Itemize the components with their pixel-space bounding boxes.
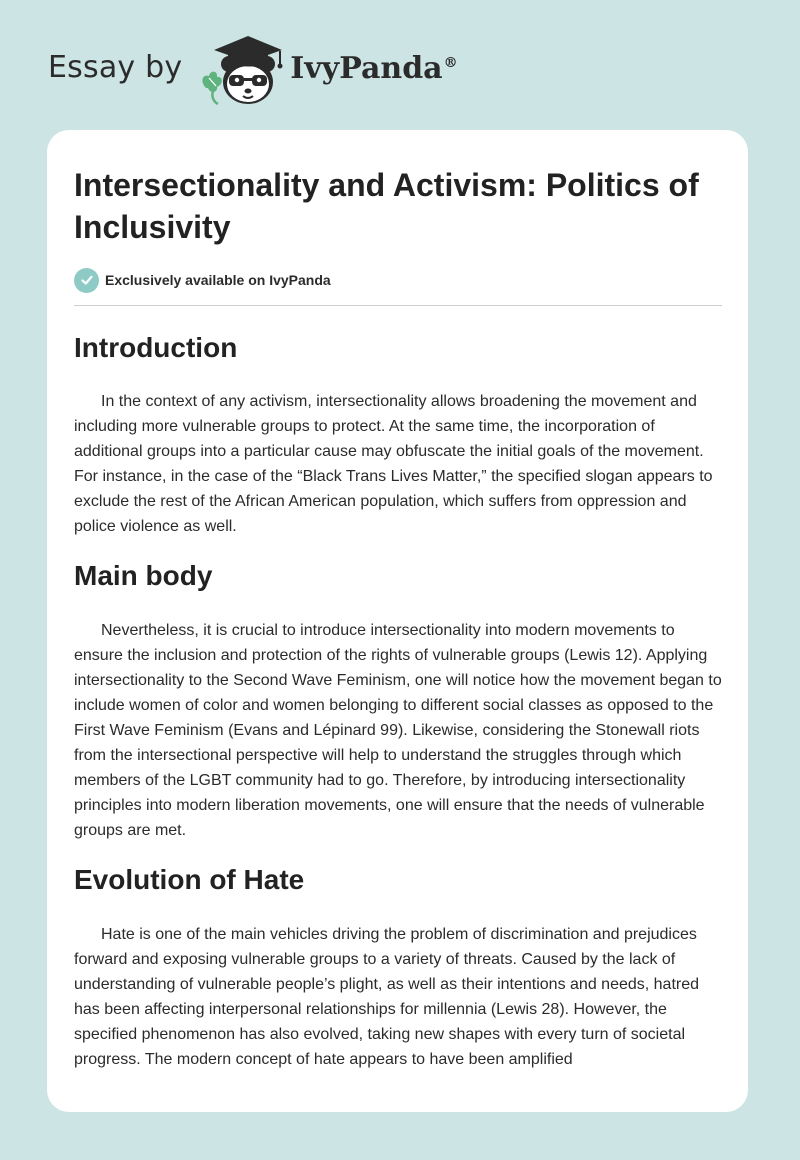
registered-mark: ®: [443, 54, 458, 71]
section-text-introduction: In the context of any activism, intersectionality allows broadening the movement and including more vulnerable groups to protect. At the same time, the incorporation of additional groups into a particular cause may obfuscate the initial goals of the movement. For instance, in the case of the “Black Trans Lives Matter,” the specified slogan appears to exclude the rest of the African American population, which suffers from oppression and police violence as well.: [74, 393, 713, 535]
section-text-main-body: Nevertheless, it is crucial to introduce intersectionality into modern movements to ensure the inclusion and protection of the rights of vulnerable groups (Lewis 12). Applying intersectionality to the Second Wave Feminism, one will notice how the movement began to include women of color and women belonging to different social classes as opposed to the First Wave Feminism (Evans and Lépinard 99). Likewise, considering the Stonewall riots from the intersectional perspective will help to understand the struggles through which members of the LGBT community had to go. Therefore, by introducing intersectionality principles into modern liberation movements, one will ensure that the needs of vulnerable groups are met.: [74, 622, 722, 839]
exclusive-badge: [74, 267, 722, 293]
check-icon: [74, 268, 99, 293]
essay-card: [47, 130, 748, 1112]
panda-graduate-icon[interactable]: [196, 30, 288, 110]
essay-by-label: Essay by: [48, 49, 183, 85]
exclusive-badge-text: Exclusively available on IvyPanda: [105, 272, 331, 288]
section-heading-introduction: Introduction: [74, 332, 238, 363]
brand-name[interactable]: [290, 51, 457, 86]
section-text-evolution-of-hate: Hate is one of the main vehicles driving the problem of discrimination and prejudices forward and exposing vulnerable groups to a variety of threats. Caused by the lack of understanding of vulnerable people’s plight, as well as their intentions and needs, hatred has been affecting interpersonal relationships for millennia (Lewis 28). However, the specified phenomenon has also evolved, taking new shapes with every turn of societal progress. The modern concept of hate appears to have been amplified: [74, 926, 700, 1068]
site-header: [48, 30, 458, 110]
brand-text: IvyPanda: [290, 50, 443, 86]
page-title: Intersectionality and Activism: Politics of Inclusivity: [74, 167, 699, 245]
section-heading-main-body: Main body: [74, 560, 213, 591]
title-divider: [74, 305, 722, 306]
section-heading-evolution-of-hate: Evolution of Hate: [74, 864, 305, 895]
